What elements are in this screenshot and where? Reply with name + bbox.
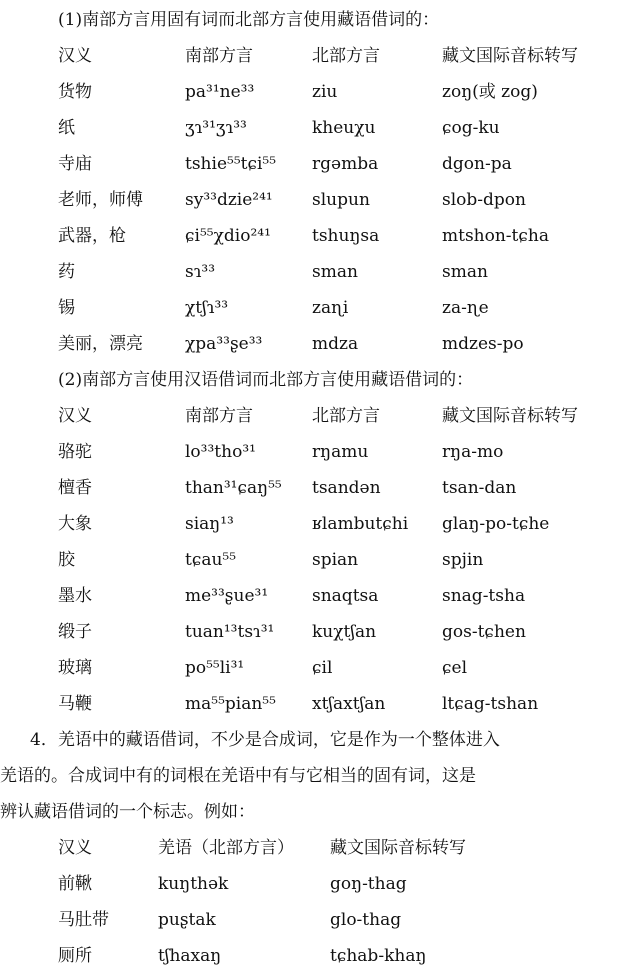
cell-tibetan: mtshon-tɕha	[442, 226, 549, 246]
cell-north: kheuχu	[312, 118, 376, 138]
table-row	[0, 686, 640, 722]
cell-gloss: 马肚带	[58, 910, 109, 930]
cell-gloss: 锡	[58, 298, 75, 318]
table-row	[0, 146, 640, 182]
cell-north: tshuŋsa	[312, 226, 380, 246]
paragraph-line-1	[0, 722, 640, 758]
table-row	[0, 578, 640, 614]
cell-gloss: 美丽，漂亮	[58, 334, 143, 354]
header-tibetan: 藏文国际音标转写	[330, 838, 466, 858]
section3-header-row	[0, 830, 640, 866]
cell-north: sman	[312, 262, 358, 282]
cell-tibetan: slob-dpon	[442, 190, 526, 210]
header-north: 北部方言	[312, 406, 380, 426]
cell-south: tuan¹³tsɿ³¹	[185, 622, 275, 642]
cell-tibetan: snag-tsha	[442, 586, 526, 606]
table-row	[0, 326, 640, 362]
cell-gloss: 玻璃	[58, 658, 92, 678]
table-row	[0, 110, 640, 146]
cell-south: tshie⁵⁵tɕi⁵⁵	[185, 154, 277, 174]
section1-heading-line	[0, 2, 640, 38]
section2-header-row	[0, 398, 640, 434]
cell-qiang: kuŋthək	[158, 874, 229, 894]
cell-gloss: 前鞦	[58, 874, 92, 894]
paragraph-line-3	[0, 794, 640, 830]
cell-north: snaqtsa	[312, 586, 379, 606]
cell-north: tsandən	[312, 478, 381, 498]
table-row	[0, 470, 640, 506]
cell-gloss: 老师，师傅	[58, 190, 143, 210]
cell-north: kuχtʃan	[312, 622, 377, 642]
header-south: 南部方言	[185, 46, 253, 66]
cell-gloss: 药	[58, 262, 75, 282]
cell-south: sɿ³³	[185, 262, 216, 282]
cell-north: ɕil	[312, 658, 333, 678]
paragraph-text-1: 4．羌语中的藏语借词，不少是合成词，它是作为一个整体进入	[30, 730, 500, 750]
header-gloss: 汉义	[58, 406, 92, 426]
table-row	[0, 614, 640, 650]
cell-gloss: 墨水	[58, 586, 92, 606]
section2-heading: (2)南部方言使用汉语借词而北部方言使用藏语借词的：	[58, 370, 474, 390]
cell-tibetan: zoŋ(或 zog)	[442, 82, 538, 102]
header-tibetan: 藏文国际音标转写	[442, 46, 578, 66]
cell-tibetan: tsan-dan	[442, 478, 517, 498]
cell-south: ma⁵⁵pian⁵⁵	[185, 694, 276, 714]
table-row	[0, 74, 640, 110]
paragraph-line-2	[0, 758, 640, 794]
cell-south: me³³ʂue³¹	[185, 586, 269, 606]
cell-north: zaɳi	[312, 298, 349, 318]
header-tibetan: 藏文国际音标转写	[442, 406, 578, 426]
cell-gloss: 货物	[58, 82, 92, 102]
cell-south: χpa³³ʂe³³	[185, 334, 263, 354]
table-row	[0, 182, 640, 218]
cell-north: rgəmba	[312, 154, 379, 174]
cell-qiang: tʃhaxaŋ	[158, 946, 222, 966]
cell-south: tɕau⁵⁵	[185, 550, 237, 570]
cell-gloss: 厕所	[58, 946, 92, 966]
cell-tibetan: glaŋ-po-tɕhe	[442, 514, 550, 534]
cell-tibetan: za-ɳe	[442, 298, 489, 318]
cell-north: ʁlambutɕhi	[312, 514, 409, 534]
table-row	[0, 506, 640, 542]
cell-tibetan: tɕhab-khaŋ	[330, 946, 427, 966]
cell-tibetan: mdzes-po	[442, 334, 524, 354]
cell-north: spian	[312, 550, 359, 570]
cell-gloss: 大象	[58, 514, 92, 534]
cell-tibetan: ltɕag-tshan	[442, 694, 539, 714]
cell-gloss: 骆驼	[58, 442, 92, 462]
header-qiang: 羌语（北部方言）	[158, 838, 294, 858]
paragraph-text-2: 羌语的。合成词中有的词根在羌语中有与它相当的固有词，这是	[0, 766, 476, 786]
cell-south: siaŋ¹³	[185, 514, 234, 534]
header-north: 北部方言	[312, 46, 380, 66]
cell-gloss: 马鞭	[58, 694, 92, 714]
cell-south: χtʃɿ³³	[185, 298, 229, 318]
header-gloss: 汉义	[58, 838, 92, 858]
header-south: 南部方言	[185, 406, 253, 426]
cell-tibetan: sman	[442, 262, 488, 282]
table-row	[0, 434, 640, 470]
cell-gloss: 武器，枪	[58, 226, 126, 246]
header-gloss: 汉义	[58, 46, 92, 66]
cell-tibetan: ɕel	[442, 658, 468, 678]
section1-header-row	[0, 38, 640, 74]
cell-south: sy³³dzie²⁴¹	[185, 190, 273, 210]
cell-gloss: 胶	[58, 550, 75, 570]
cell-south: ɕi⁵⁵χdio²⁴¹	[185, 226, 271, 246]
cell-north: ziu	[312, 82, 338, 102]
cell-south: ʒɿ³¹ʒɿ³³	[185, 118, 247, 138]
cell-tibetan: ɕog-ku	[442, 118, 500, 138]
cell-tibetan: glo-thag	[330, 910, 402, 930]
cell-north: rŋamu	[312, 442, 369, 462]
paragraph-text-3: 辨认藏语借词的一个标志。例如：	[0, 802, 255, 822]
cell-south: than³¹ɕaŋ⁵⁵	[185, 478, 282, 498]
table-row	[0, 542, 640, 578]
cell-gloss: 缎子	[58, 622, 92, 642]
table-row	[0, 254, 640, 290]
cell-tibetan: dgon-pa	[442, 154, 512, 174]
table-row	[0, 938, 640, 974]
cell-north: xtʃaxtʃan	[312, 694, 386, 714]
table-row	[0, 902, 640, 938]
table-row	[0, 650, 640, 686]
cell-tibetan: gos-tɕhen	[442, 622, 526, 642]
table-row	[0, 290, 640, 326]
cell-tibetan: goŋ-thag	[330, 874, 407, 894]
cell-south: lo³³tho³¹	[185, 442, 256, 462]
cell-south: po⁵⁵li³¹	[185, 658, 245, 678]
cell-gloss: 寺庙	[58, 154, 92, 174]
cell-north: mdza	[312, 334, 359, 354]
cell-north: slupun	[312, 190, 370, 210]
cell-gloss: 檀香	[58, 478, 92, 498]
cell-gloss: 纸	[58, 118, 75, 138]
cell-south: pa³¹ne³³	[185, 82, 255, 102]
table-row	[0, 218, 640, 254]
cell-qiang: puʂtak	[158, 910, 216, 930]
table-row	[0, 866, 640, 902]
section1-heading: (1)南部方言用固有词而北部方言使用藏语借词的：	[58, 10, 440, 30]
cell-tibetan: rŋa-mo	[442, 442, 504, 462]
section2-heading-line	[0, 362, 640, 398]
cell-tibetan: spjin	[442, 550, 484, 570]
